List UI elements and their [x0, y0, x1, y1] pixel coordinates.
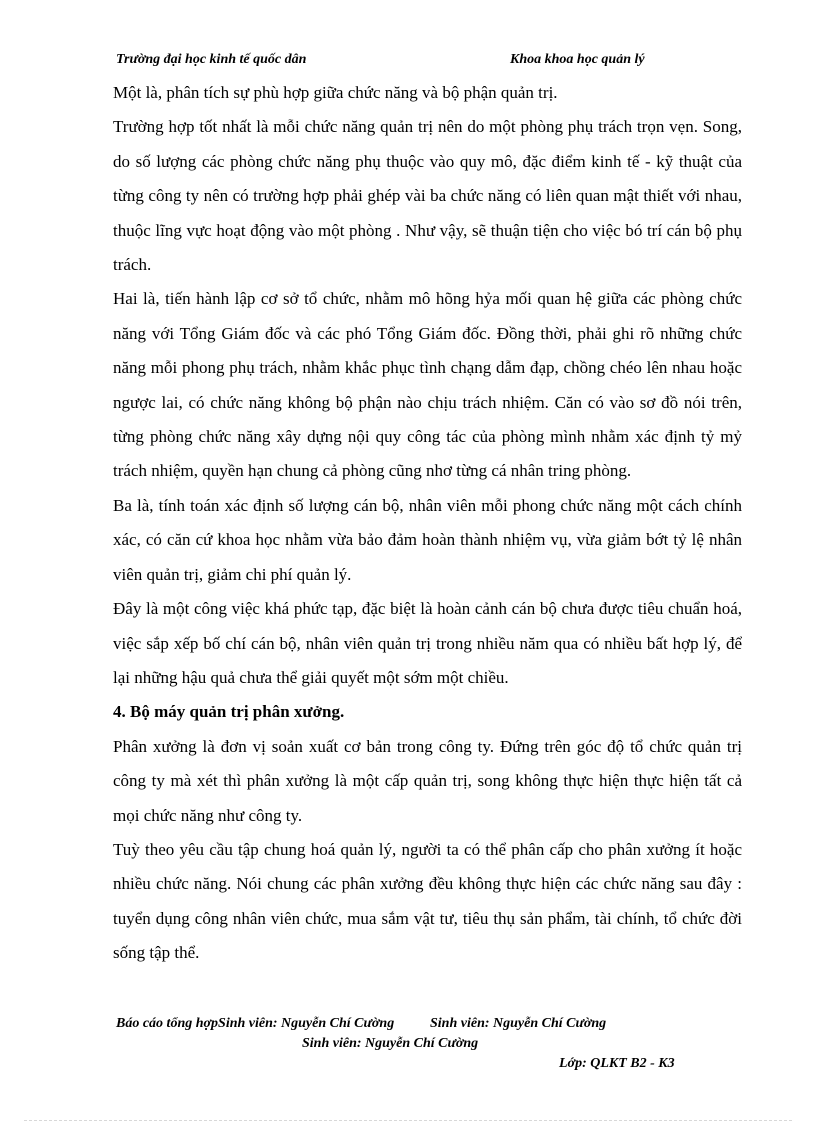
document-body — [113, 76, 742, 971]
paragraph-phan-xuong: Phân xưởng là đơn vị soản xuất cơ bản trong công ty. Đứng trên góc độ tổ chức quản trị công ty mà xét thì phân xưởng là một cấp quản trị, song không thực hiện thực hiện tất cả mọi chức năng như công ty. — [113, 736, 742, 825]
header-school-name: Trường đại học kinh tế quốc dân — [116, 52, 307, 67]
footer-student-name: Sinh viên: Nguyễn Chí Cường — [430, 1016, 607, 1031]
paragraph-ba-la: Ba là, tính toán xác định số lượng cán bộ, nhân viên mỗi phong chức năng một cách chính xác, có căn cứ khoa học nhằm vừa bảo đảm hoàn thành nhiệm vụ, vừa giảm bớt tỷ lệ nhân viên quản trị, giảm chi phí quản lý. — [113, 495, 742, 584]
paragraph-day-la: Đây là một công việc khá phức tạp, đặc biệt là hoàn cảnh cán bộ chưa được tiêu chuẩn hoá, việc sắp xếp bố chí cán bộ, nhân viên quản trị trong nhiều năm qua có nhiều bất hợp lý, để lại những hậu quả chưa thể giải quyết một sớm một chiều. — [113, 599, 742, 687]
paragraph-hai-la: Hai là, tiến hành lập cơ sở tổ chức, nhằm mô hõng hỷa mối quan hệ giữa các phòng chức năng với Tổng Giám đốc và các phó Tổng Giám đốc. Đồng thời, phải ghi rõ những chức năng mỗi phong phụ trách, nhằm khắc phục tình chạng dẫm đạp, chồng chéo lên nhau hoặc ngược lai, có chức năng không bộ phận nào chịu trách nhiệm. Căn có vào sơ đồ nói trên, từng phòng chức năng xây dựng nội quy công tác của phòng mình nhằm xác định tỷ mỷ trách nhiệm, quyền hạn chung cả phòng cũng nhơ từng cá nhân tring phòng. — [113, 289, 742, 481]
paragraph-tuy-theo: Tuỳ theo yêu cầu tập chung hoá quản lý, người ta có thể phân cấp cho phân xưởng ít hoặc nhiều chức năng. Nói chung các phân xưởng đều không thực hiện các chức năng sau đây : tuyển dụng công nhân viên chức, mua sắm vật tư, tiêu thụ sản phẩm, tài chính, tổ chức đời sống tập thể. — [113, 839, 742, 963]
footer-report-author: Báo cáo tổng hợpSinh viên: Nguyễn Chí Cường — [116, 1016, 395, 1031]
header-faculty-name: Khoa khoa học quản lý — [510, 52, 645, 67]
footer-student-name-2: Sinh viên: Nguyễn Chí Cường — [302, 1036, 479, 1051]
footer-class: Lớp: QLKT B2 - K3 — [559, 1056, 675, 1071]
page-bottom-edge — [24, 1120, 792, 1121]
paragraph-truong-hop: Trường hợp tốt nhất là mỗi chức năng quản trị nên do một phòng phụ trách trọn vẹn. Song, do số lượng các phòng chức năng phụ thuộc vào quy mô, đặc điểm kinh tế - kỹ thuật của từng công ty nên có trường hợp phải ghép vài ba chức năng có liên quan mật thiết với nhau, thuộc lĩng vực hoạt động vào một phòng . Như vậy, sẽ thuận tiện cho việc bó trí cán bộ phụ trách. — [113, 117, 742, 275]
section-heading: 4. Bộ máy quản trị phân xưởng. — [113, 702, 345, 722]
paragraph-mot-la: Một là, phân tích sự phù hợp giữa chức năng và bộ phận quản trị. — [113, 83, 558, 102]
